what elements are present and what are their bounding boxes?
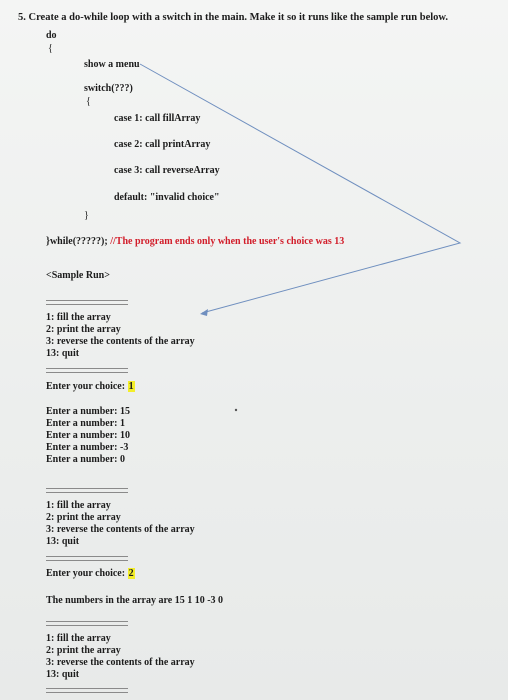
number-entry-1: Enter a number: 15: [46, 406, 130, 417]
code-inner-open-brace: {: [86, 96, 91, 107]
code-case-2: case 2: call printArray: [114, 139, 211, 150]
number-entry-5: Enter a number: 0: [46, 454, 125, 465]
code-show-menu: show a menu: [84, 59, 140, 70]
number-entry-3: Enter a number: 10: [46, 430, 130, 441]
code-switch: switch(???): [84, 83, 133, 94]
code-default: default: "invalid choice": [114, 192, 220, 203]
code-case-3: case 3: call reverseArray: [114, 165, 220, 176]
code-do: do: [46, 30, 57, 41]
menu-item-reverse: 3: reverse the contents of the array: [46, 657, 195, 668]
menu-item-quit: 13: quit: [46, 536, 80, 547]
menu-item-quit: 13: quit: [46, 669, 80, 680]
menu-item-reverse: 3: reverse the contents of the array: [46, 524, 195, 535]
code-while-text: }while(?????);: [46, 236, 108, 247]
menu-item-print: 2: print the array: [46, 324, 121, 335]
code-comment: //The program ends only when the user's choice was 13: [110, 236, 345, 247]
menu-item-reverse: 3: reverse the contents of the array: [46, 336, 195, 347]
prompt-label: Enter your choice:: [46, 381, 128, 392]
menu-item-print: 2: print the array: [46, 645, 121, 656]
sample-run-label: <Sample Run>: [46, 270, 110, 281]
menu-item-quit: 13: quit: [46, 348, 80, 359]
array-output-text: The numbers in the array are 15 1 10 -3 0: [46, 595, 224, 606]
code-open-brace: {: [48, 43, 53, 54]
menu-item-print: 2: print the array: [46, 512, 121, 523]
question-text: 5. Create a do-while loop with a switch in the main. Make it so it runs like the sample run below.: [18, 12, 449, 23]
code-inner-close-brace: }: [84, 210, 89, 221]
prompt-label: Enter your choice:: [46, 568, 128, 579]
number-entry-4: Enter a number: -3: [46, 442, 129, 453]
choice-value-highlight: 1: [128, 381, 134, 392]
number-entry-2: Enter a number: 1: [46, 418, 125, 429]
menu-item-fill: 1: fill the array: [46, 633, 111, 644]
menu-item-fill: 1: fill the array: [46, 312, 111, 323]
choice-value-highlight: 2: [128, 568, 134, 579]
code-case-1: case 1: call fillArray: [114, 113, 201, 124]
menu-item-fill: 1: fill the array: [46, 500, 111, 511]
